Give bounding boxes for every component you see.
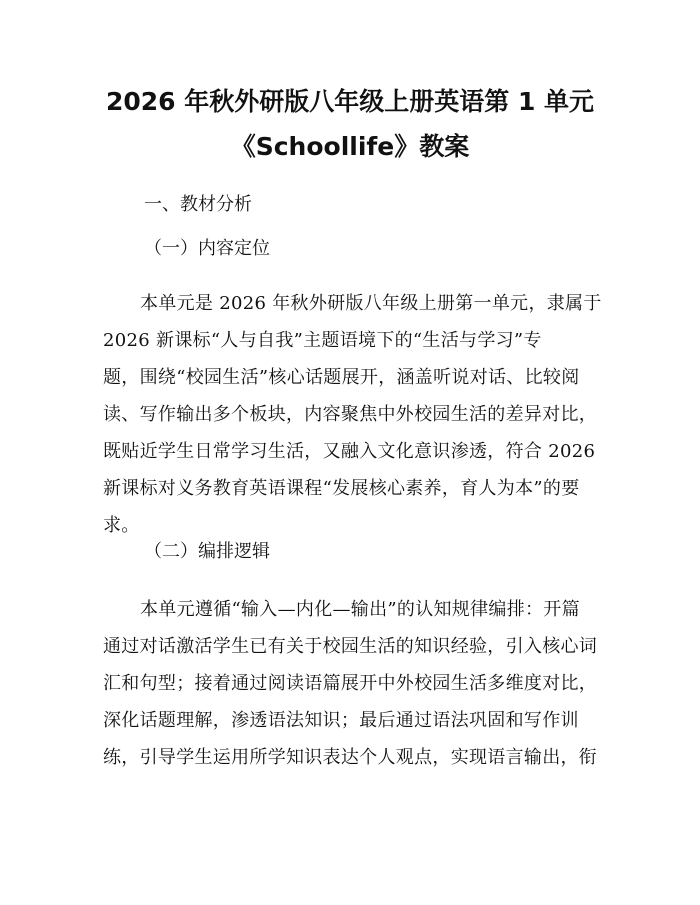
- document-title-line-1: 2026 年秋外研版八年级上册英语第 1 单元: [105, 87, 595, 116]
- paragraph-arrangement-logic: [103, 591, 599, 776]
- subsection-heading-arrangement-logic: （二）编排逻辑: [144, 541, 270, 562]
- paragraph-line: 2026 新课标“人与自我”主题语境下的“生活与学习”专: [103, 330, 542, 351]
- document-title-line-2: 《Schoollife》教案: [230, 132, 470, 161]
- section-heading-textbook-analysis: 一、教材分析: [144, 194, 252, 215]
- paragraph-line: 新课标对义务教育英语课程“发展核心素养，育人为本”的要: [103, 478, 580, 499]
- paragraph-line: 读、写作输出多个板块，内容聚焦中外校园生活的差异对比，: [103, 404, 598, 425]
- paragraph-content-positioning: [103, 285, 602, 544]
- subsection-heading-content-positioning: （一）内容定位: [144, 238, 270, 259]
- paragraph-line: 题，围绕“校园生活”核心话题展开，涵盖听说对话、比较阅: [103, 367, 580, 388]
- paragraph-line: 求。: [103, 515, 140, 536]
- paragraph-line: 练，引导学生运用所学知识表达个人观点，实现语言输出，衔: [103, 747, 598, 768]
- paragraph-line: 汇和句型；接着通过阅读语篇展开中外校园生活多维度对比，: [103, 673, 598, 694]
- paragraph-line: 本单元遵循“输入—内化—输出”的认知规律编排：开篇: [140, 599, 580, 620]
- paragraph-line: 本单元是 2026 年秋外研版八年级上册第一单元，隶属于: [140, 293, 602, 314]
- paragraph-line: 深化话题理解，渗透语法知识；最后通过语法巩固和写作训: [103, 710, 579, 731]
- paragraph-line: 既贴近学生日常学习生活，又融入文化意识渗透，符合 2026: [103, 441, 596, 462]
- paragraph-line: 通过对话激活学生已有关于校园生活的知识经验，引入核心词: [103, 636, 598, 657]
